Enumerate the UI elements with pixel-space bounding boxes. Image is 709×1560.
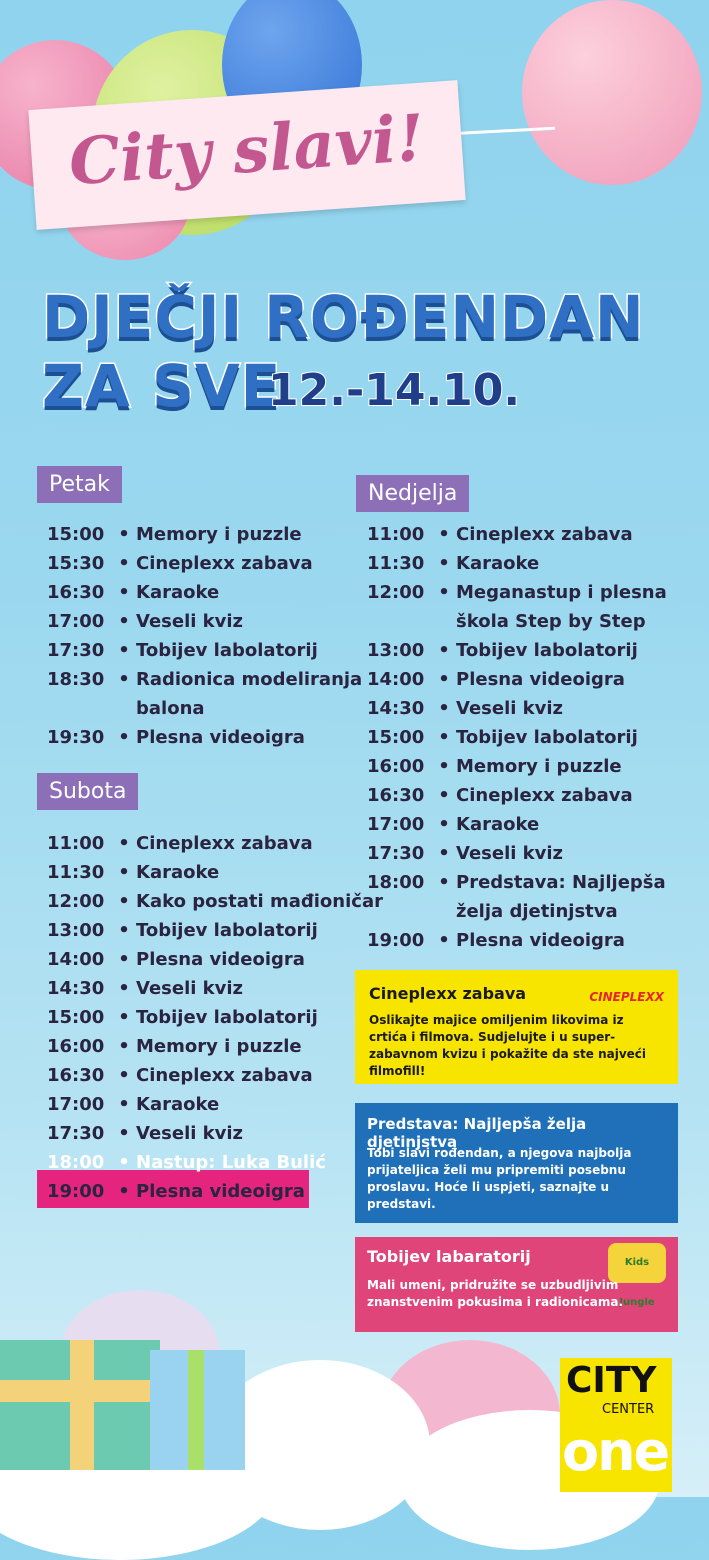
time-label: 14:00 (367, 669, 425, 690)
bullet-icon: • (118, 611, 130, 632)
time-label: 19:00 (47, 1181, 105, 1202)
activity-label: Cineplexx zabava (136, 833, 313, 854)
activity-label: Plesna videoigra (456, 930, 625, 951)
sunday-row (367, 636, 706, 665)
predstava-box-title: Predstava: Najljepša želja djetinjstva (367, 1115, 587, 1151)
city-center-one-logo (560, 1358, 672, 1492)
sunday-row (367, 752, 706, 781)
activity-label: Tobijev labolatorij (456, 727, 638, 748)
friday-row (47, 520, 386, 549)
time-label: 16:30 (47, 582, 105, 603)
friday-row (47, 636, 386, 665)
brand-city: CITY (566, 1360, 657, 1401)
activity-label: Tobijev labolatorij (136, 1007, 318, 1028)
headline-line2: ZA SVE (42, 352, 282, 420)
bullet-icon: • (118, 1007, 130, 1028)
schedule-sunday (367, 520, 706, 955)
saturday-row (47, 1148, 383, 1177)
activity-label: Veseli kviz (456, 843, 564, 864)
bullet-icon: • (438, 698, 450, 719)
bullet-icon: • (118, 891, 130, 912)
sunday-row (367, 810, 706, 839)
activity-label: Radionica modeliranja balona (136, 669, 363, 719)
time-label: 17:30 (367, 843, 425, 864)
saturday-row (47, 1061, 383, 1090)
activity-label: Plesna videoigra (136, 1181, 305, 1202)
bullet-icon: • (118, 1065, 130, 1086)
time-label: 13:00 (47, 920, 105, 941)
bullet-icon: • (118, 1152, 130, 1173)
gift-box-blue (150, 1350, 245, 1470)
time-label: 17:30 (47, 1123, 105, 1144)
activity-label: Karaoke (136, 582, 220, 603)
bullet-icon: • (118, 524, 130, 545)
headline-line1: DJEČJI ROĐENDAN (42, 283, 645, 351)
time-label: 18:30 (47, 669, 105, 690)
saturday-row (47, 1119, 383, 1148)
cineplexx-logo: CINEPLEXX (589, 990, 664, 1004)
friday-row (47, 665, 386, 723)
brand-one: one (562, 1420, 669, 1483)
activity-label: Cineplexx zabava (136, 1065, 313, 1086)
banner-title: City slavi! (66, 100, 427, 201)
activity-label: Tobijev labolatorij (136, 640, 318, 661)
sunday-row (367, 839, 706, 868)
time-label: 11:00 (47, 833, 105, 854)
bullet-icon: • (118, 1181, 130, 1202)
headline-dates: 12.-14.10. (268, 365, 521, 416)
bullet-icon: • (438, 872, 450, 893)
friday-row (47, 549, 386, 578)
bullet-icon: • (118, 1094, 130, 1115)
time-label: 17:00 (367, 814, 425, 835)
saturday-row (47, 916, 383, 945)
time-label: 16:30 (47, 1065, 105, 1086)
friday-row (47, 578, 386, 607)
bullet-icon: • (118, 920, 130, 941)
sunday-row (367, 520, 706, 549)
activity-label: Karaoke (456, 553, 540, 574)
time-label: 16:00 (47, 1036, 105, 1057)
time-label: 11:30 (367, 553, 425, 574)
bullet-icon: • (438, 727, 450, 748)
time-label: 16:30 (367, 785, 425, 806)
activity-label: Veseli kviz (136, 1123, 244, 1144)
time-label: 11:30 (47, 862, 105, 883)
time-label: 14:30 (367, 698, 425, 719)
activity-label: Karaoke (136, 862, 220, 883)
time-label: 18:00 (367, 872, 425, 893)
saturday-row (47, 1032, 383, 1061)
schedule-friday (47, 520, 386, 752)
time-label: 15:00 (367, 727, 425, 748)
saturday-row (47, 1177, 383, 1206)
saturday-row (47, 1090, 383, 1119)
tobi-box-text: Mali umeni, pridružite se uzbudljivim znanstvenim pokusima i radionicama. (367, 1278, 624, 1309)
activity-label: Cineplexx zabava (136, 553, 313, 574)
time-label: 12:00 (47, 891, 105, 912)
saturday-row (47, 829, 383, 858)
gift-box-green (0, 1340, 160, 1470)
activity-label: Predstava: Najljepša želja djetinjstva (456, 872, 666, 922)
activity-label: Meganastup i plesna škola Step by Step (456, 582, 667, 632)
time-label: 18:00 (47, 1152, 105, 1173)
bullet-icon: • (438, 785, 450, 806)
sunday-row (367, 578, 706, 636)
saturday-row (47, 887, 383, 916)
sunday-row (367, 665, 706, 694)
bullet-icon: • (438, 524, 450, 545)
sunday-row (367, 694, 706, 723)
time-label: 19:00 (367, 930, 425, 951)
sunday-row (367, 549, 706, 578)
bullet-icon: • (438, 640, 450, 661)
bullet-icon: • (118, 1123, 130, 1144)
activity-label: Memory i puzzle (136, 1036, 302, 1057)
activity-label: Veseli kviz (136, 978, 244, 999)
saturday-row (47, 858, 383, 887)
bullet-icon: • (438, 843, 450, 864)
bullet-icon: • (118, 582, 130, 603)
activity-label: Tobijev labolatorij (136, 920, 318, 941)
activity-label: Memory i puzzle (456, 756, 622, 777)
bullet-icon: • (438, 553, 450, 574)
day-label-sunday: Nedjelja (356, 475, 469, 512)
activity-label: Memory i puzzle (136, 524, 302, 545)
sunday-row (367, 723, 706, 752)
activity-label: Karaoke (136, 1094, 220, 1115)
saturday-row (47, 974, 383, 1003)
sunday-row (367, 926, 706, 955)
time-label: 17:00 (47, 1094, 105, 1115)
time-label: 19:30 (47, 727, 105, 748)
activity-label: Plesna videoigra (136, 727, 305, 748)
time-label: 15:30 (47, 553, 105, 574)
activity-label: Plesna videoigra (136, 949, 305, 970)
cineplexx-box-text: Oslikajte majice omiljenim likovima iz crtića i filmova. Sudjelujte i u super-zabavnom kvizu i pokažite da ste najveći filmofill! (369, 1013, 647, 1078)
bullet-icon: • (118, 553, 130, 574)
bullet-icon: • (118, 949, 130, 970)
sunday-row (367, 868, 706, 926)
bullet-icon: • (118, 862, 130, 883)
bullet-icon: • (438, 814, 450, 835)
brand-center: CENTER (602, 1402, 655, 1417)
time-label: 14:00 (47, 949, 105, 970)
activity-label: Plesna videoigra (456, 669, 625, 690)
activity-label: Karaoke (456, 814, 540, 835)
time-label: 17:00 (47, 611, 105, 632)
saturday-row (47, 945, 383, 974)
time-label: 12:00 (367, 582, 425, 603)
activity-label: Kako postati mađioničar (136, 891, 383, 912)
activity-label: Tobijev labolatorij (456, 640, 638, 661)
time-label: 17:30 (47, 640, 105, 661)
activity-label: Cineplexx zabava (456, 785, 633, 806)
bullet-icon: • (118, 1036, 130, 1057)
schedule-saturday (47, 829, 383, 1206)
bullet-icon: • (118, 669, 130, 690)
time-label: 15:00 (47, 1007, 105, 1028)
sunday-row (367, 781, 706, 810)
cineplexx-box (355, 970, 678, 1084)
activity-label: Veseli kviz (456, 698, 564, 719)
balloon-pink-right (522, 0, 702, 185)
bullet-icon: • (118, 833, 130, 854)
activity-label: Cineplexx zabava (456, 524, 633, 545)
activity-label: Nastup: Luka Bulić (136, 1152, 326, 1173)
kids-jungle-logo: Kids Jungle (608, 1243, 666, 1283)
activity-label: Veseli kviz (136, 611, 244, 632)
time-label: 11:00 (367, 524, 425, 545)
bullet-icon: • (118, 727, 130, 748)
saturday-row (47, 1003, 383, 1032)
bullet-icon: • (438, 756, 450, 777)
bullet-icon: • (438, 930, 450, 951)
bullet-icon: • (118, 640, 130, 661)
day-label-saturday: Subota (37, 773, 138, 810)
time-label: 14:30 (47, 978, 105, 999)
day-label-friday: Petak (37, 466, 122, 503)
tobi-box (355, 1237, 678, 1332)
time-label: 16:00 (367, 756, 425, 777)
friday-row (47, 607, 386, 636)
cineplexx-box-title: Cineplexx zabava (369, 984, 527, 1003)
predstava-box (355, 1103, 678, 1223)
bullet-icon: • (438, 669, 450, 690)
time-label: 15:00 (47, 524, 105, 545)
predstava-box-text: Tobi slavi rođendan, a njegova najbolja prijateljica želi mu pripremiti posebnu proslavu. Hoće li uspjeti, saznajte u predstavi. (367, 1146, 632, 1211)
tobi-box-title: Tobijev labaratorij (367, 1247, 531, 1266)
bullet-icon: • (118, 978, 130, 999)
bullet-icon: • (438, 582, 450, 603)
friday-row (47, 723, 386, 752)
time-label: 13:00 (367, 640, 425, 661)
